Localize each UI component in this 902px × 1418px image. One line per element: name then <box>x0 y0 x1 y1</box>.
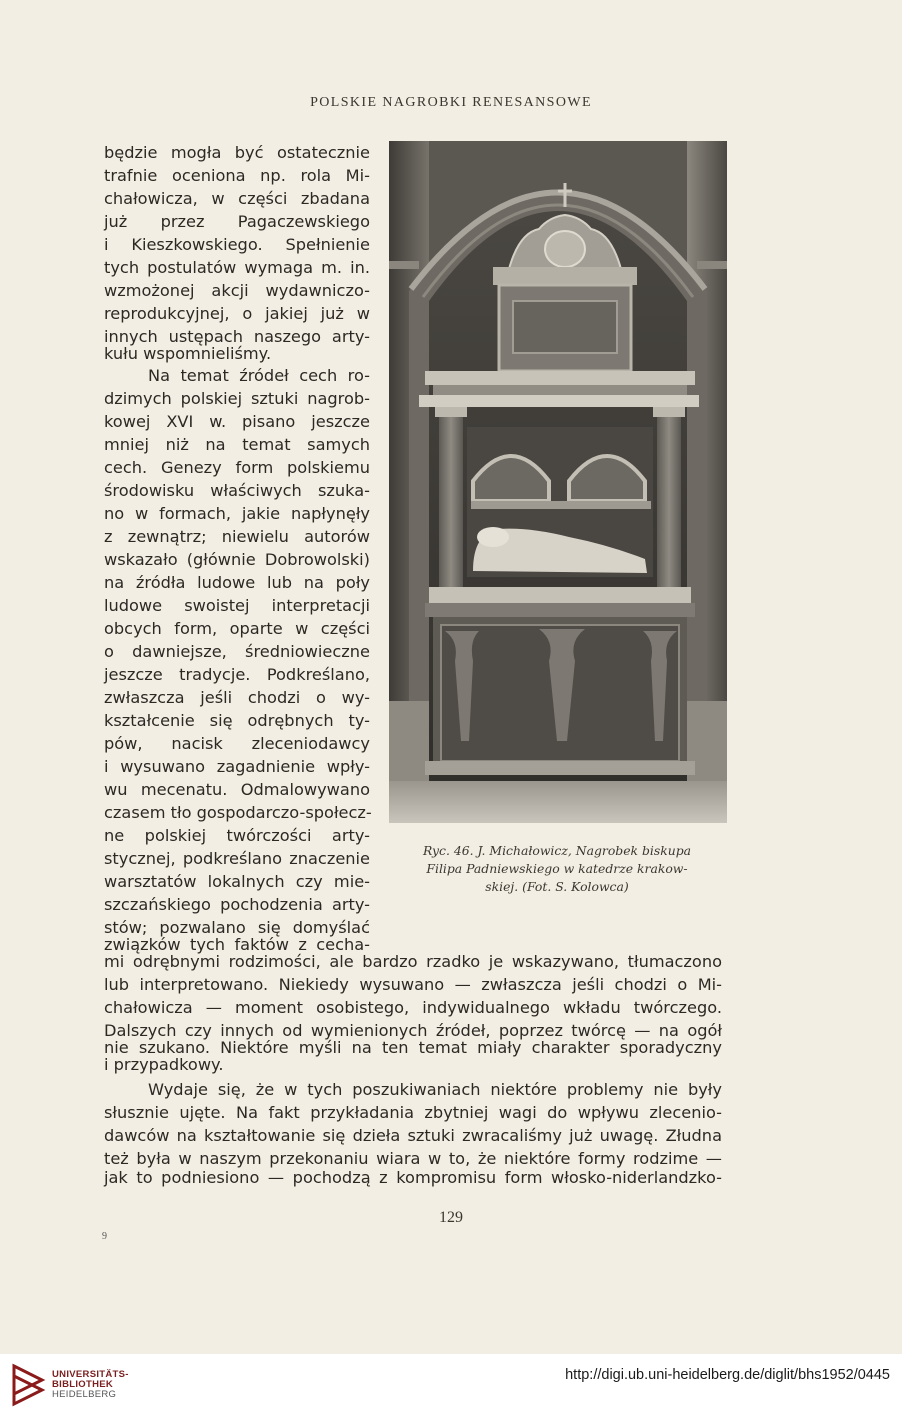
text-line: innych ustępach naszego arty- <box>104 327 370 346</box>
caption-line: Filipa Padniewskiego w katedrze krakow- <box>426 861 688 876</box>
text-line: będzie mogła być ostatecznie <box>104 143 370 162</box>
text-line: już przez Pagaczewskiego <box>104 212 370 231</box>
text-line: no w formach, jakie napłynęły <box>104 504 370 523</box>
text-line: kształcenie się odrębnych ty- <box>104 711 370 730</box>
text-line: chałowicza — moment osobistego, indywidualnego wkładu twórczego. <box>104 998 722 1017</box>
tomb-illustration <box>389 141 727 823</box>
text-line: zwłaszcza jeśli chodzi o wy- <box>104 688 370 707</box>
library-name[interactable] <box>52 1370 129 1400</box>
text-line: wzmożonej akcji wydawniczo- <box>104 281 370 300</box>
text-line: ne polskiej twórczości arty- <box>104 826 370 845</box>
text-line: jak to podniesiono — pochodzą z kompromisu form włosko-niderlandzko- <box>104 1168 722 1187</box>
text-line: i Kieszkowskiego. Spełnienie <box>104 235 370 254</box>
text-line: czasem tło gospodarczo-społecz- <box>104 803 372 822</box>
library-name-line: UNIVERSITÄTS- <box>52 1369 129 1380</box>
library-name-line: BIBLIOTHEK <box>52 1379 114 1390</box>
text-line: nie szukano. Niektóre myśli na ten temat miały charakter sporadyczny <box>104 1038 722 1057</box>
library-name-line: HEIDELBERG <box>52 1389 117 1400</box>
text-line: tych postulatów wymaga m. in. <box>104 258 370 277</box>
text-line: związków tych faktów z cecha- <box>104 935 370 954</box>
text-line: dawców na kształtowanie się dzieła sztuki zwracaliśmy już uwagę. Złudna <box>104 1126 722 1145</box>
text-line: Na temat źródeł cech ro- <box>148 366 370 385</box>
text-line: trafnie oceniona np. rola Mi- <box>104 166 370 185</box>
running-head: POLSKIE NAGROBKI RENESANSOWE <box>310 95 592 110</box>
text-line: i wysuwano zagadnienie wpły- <box>104 757 370 776</box>
text-line: mniej niż na temat samych <box>104 435 370 454</box>
caption-line: Ryc. 46. J. Michałowicz, Nagrobek biskupa <box>422 843 692 858</box>
library-footer <box>0 1354 902 1418</box>
text-line: cech. Genezy form polskiemu <box>104 458 370 477</box>
text-line: słusznie ujęte. Na fakt przykładania zbytniej wagi do wpływu zlecenio- <box>104 1103 722 1122</box>
text-line: lub interpretowano. Niekiedy wysuwano — zwłaszcza jeśli chodzi o Mi- <box>104 975 722 994</box>
text-line: środowisku właściwych szuka- <box>104 481 370 500</box>
text-line: wskazało (głównie Dobrowolski) <box>104 550 370 569</box>
text-line: chałowicza, w części zbadana <box>104 189 370 208</box>
text-line: kowej XVI w. pisano jeszcze <box>104 412 370 431</box>
text-line: jeszcze tradycje. Podkreślano, <box>104 665 370 684</box>
text-line: i przypadkowy. <box>104 1055 224 1074</box>
page-number: 129 <box>439 1209 463 1226</box>
permalink-url[interactable]: http://digi.ub.uni-heidelberg.de/diglit/bhs1952/0445 <box>565 1367 890 1383</box>
text-line: mi odrębnymi rodzimości, ale bardzo rzadko je wskazywano, tłumaczono <box>104 952 722 971</box>
figure-caption <box>384 842 730 896</box>
text-line: o dawniejsze, średniowieczne <box>104 642 370 661</box>
text-line: kułu wspomnieliśmy. <box>104 344 272 363</box>
text-line: obcych form, oparte w części <box>104 619 370 638</box>
text-line: Dalszych czy innych od wymienionych źródeł, poprzez twórcę — na ogół <box>104 1021 722 1040</box>
text-line: dzimych polskiej sztuki nagrob- <box>104 389 370 408</box>
text-line: też była w naszym przekonaniu wiara w to, że niektóre formy rodzime — <box>104 1149 722 1168</box>
text-line: Wydaje się, że w tych poszukiwaniach niektóre problemy nie były <box>148 1080 722 1099</box>
text-line: ludowe swoistej interpretacji <box>104 596 370 615</box>
tomb-photograph <box>389 141 727 823</box>
text-line: warsztatów lokalnych czy mie- <box>104 872 370 891</box>
caption-line: skiej. (Fot. S. Kolowca) <box>485 879 629 894</box>
text-line: stów; pozwalano się domyślać <box>104 918 370 937</box>
text-line: pów, nacisk zleceniodawcy <box>104 734 370 753</box>
text-line: wu mecenatu. Odmalowywano <box>104 780 370 799</box>
signature-mark: 9 <box>102 1231 107 1242</box>
text-line: stycznej, podkreślano znaczenie <box>104 849 370 868</box>
text-line: reprodukcyjnej, o jakiej już w <box>104 304 370 323</box>
text-line: na źródła ludowe lub na poły <box>104 573 370 592</box>
text-line: szczańskiego pochodzenia arty- <box>104 895 370 914</box>
text-line: z zewnątrz; niewielu autorów <box>104 527 370 546</box>
library-logo-icon[interactable] <box>10 1362 46 1408</box>
